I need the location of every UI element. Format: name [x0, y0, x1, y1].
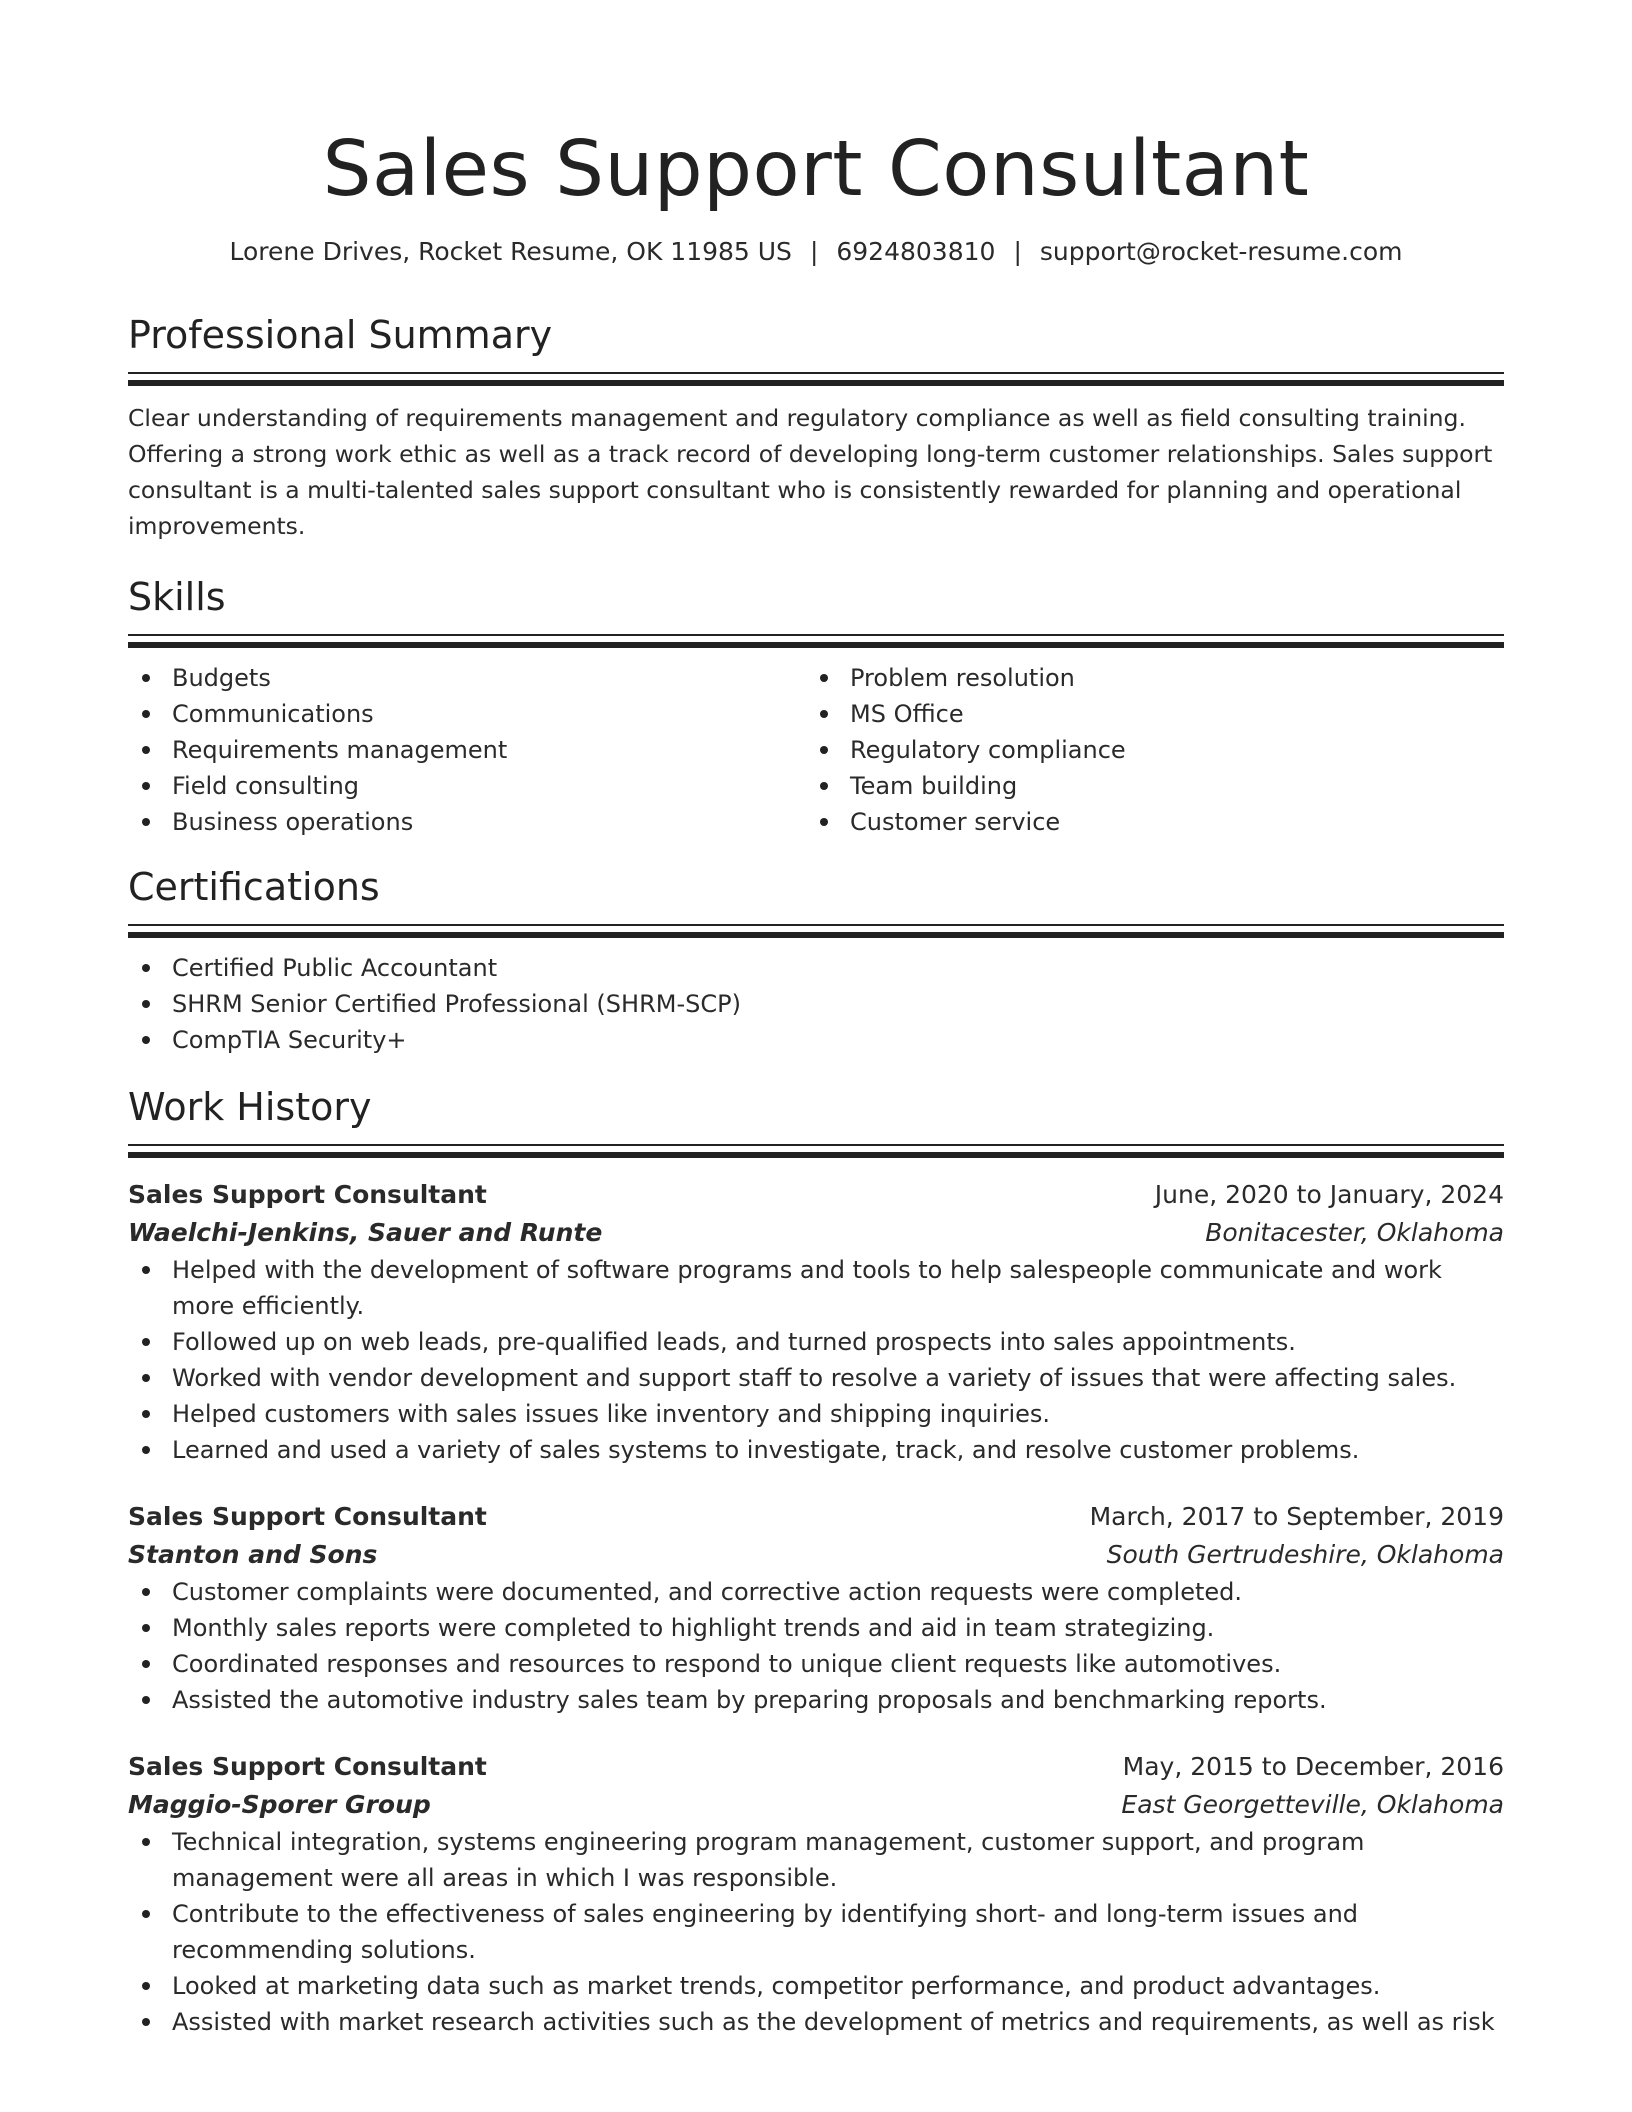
- contact-line: [128, 234, 1504, 270]
- job-header: [128, 1748, 1504, 1786]
- job-subheader: [128, 1786, 1504, 1824]
- section-heading-skills: Skills: [128, 575, 226, 619]
- skill-item: Problem resolution: [850, 660, 1484, 696]
- skills-column-right: [806, 660, 1484, 840]
- skills-section: [128, 572, 1504, 840]
- job-company: Maggio-Sporer Group: [128, 1790, 431, 1819]
- job-dates: May, 2015 to December, 2016: [1122, 1752, 1504, 1781]
- contact-separator: |: [809, 237, 819, 266]
- contact-email[interactable]: support@rocket-resume.com: [1039, 237, 1403, 266]
- job-bullet: Technical integration, systems engineering program management, customer support, and program management were all areas in which I was responsible.: [172, 1824, 1504, 1896]
- job-bullet: Learned and used a variety of sales systems to investigate, track, and resolve customer problems.: [172, 1432, 1504, 1468]
- job-bullet: Assisted the automotive industry sales team by preparing proposals and benchmarking reports.: [172, 1682, 1504, 1718]
- skills-column-left: [128, 660, 806, 840]
- certification-item: Certified Public Accountant: [172, 950, 1504, 986]
- job-bullet: Followed up on web leads, pre-qualified leads, and turned prospects into sales appointments.: [172, 1324, 1504, 1360]
- job-title: Sales Support Consultant: [128, 1180, 487, 1209]
- skill-item: Business operations: [172, 804, 806, 840]
- job-bullet: Customer complaints were documented, and corrective action requests were completed.: [172, 1574, 1504, 1610]
- job-company: Waelchi-Jenkins, Sauer and Runte: [128, 1218, 603, 1247]
- job-bullets: [128, 1824, 1504, 2040]
- work-history-section: [128, 1082, 1504, 2040]
- skills-grid: [128, 660, 1504, 840]
- job-bullet: Monthly sales reports were completed to highlight trends and aid in team strategizing.: [172, 1610, 1504, 1646]
- resume-page: [128, 0, 1504, 2040]
- job-bullet: Worked with vendor development and support staff to resolve a variety of issues that were affecting sales.: [172, 1360, 1504, 1396]
- skill-item: Budgets: [172, 660, 806, 696]
- skill-item: Communications: [172, 696, 806, 732]
- job-bullet: Helped customers with sales issues like inventory and shipping inquiries.: [172, 1396, 1504, 1432]
- job-title: Sales Support Consultant: [128, 1752, 487, 1781]
- section-heading-work-history: Work History: [128, 1085, 372, 1129]
- section-divider: [128, 634, 1504, 654]
- skill-item: Requirements management: [172, 732, 806, 768]
- job-bullet: Assisted with market research activities such as the development of metrics and requirements, as well as risk: [172, 2004, 1504, 2040]
- job-header: [128, 1176, 1504, 1214]
- skill-item: Regulatory compliance: [850, 732, 1484, 768]
- summary-section: [128, 310, 1504, 544]
- job-bullets: [128, 1574, 1504, 1718]
- resume-title: Sales Support Consultant: [322, 125, 1310, 214]
- job-location: South Gertrudeshire, Oklahoma: [1106, 1540, 1504, 1569]
- skill-item: Field consulting: [172, 768, 806, 804]
- job-entry: [128, 1498, 1504, 1718]
- contact-address: Lorene Drives, Rocket Resume, OK 11985 US: [229, 237, 792, 266]
- job-location: East Georgetteville, Oklahoma: [1121, 1790, 1504, 1819]
- job-bullet: Helped with the development of software programs and tools to help salespeople communicate and work more efficiently.: [172, 1252, 1504, 1324]
- certifications-section: [128, 862, 1504, 1058]
- summary-text: Clear understanding of requirements management and regulatory compliance as well as field consulting training. Offering a strong work ethic as well as a track record of developing long-term customer relationships. Sales support consultant is a multi-talented sales support consultant who is consistently rewarded for planning and operational improvements.: [128, 404, 1493, 540]
- certification-item: SHRM Senior Certified Professional (SHRM-SCP): [172, 986, 1504, 1022]
- section-divider: [128, 1144, 1504, 1164]
- contact-phone: 6924803810: [836, 237, 996, 266]
- job-bullet: Looked at marketing data such as market trends, competitor performance, and product advantages.: [172, 1968, 1504, 2004]
- job-entry: [128, 1176, 1504, 1468]
- job-header: [128, 1498, 1504, 1536]
- job-dates: March, 2017 to September, 2019: [1089, 1502, 1504, 1531]
- section-divider: [128, 924, 1504, 944]
- certification-item: CompTIA Security+: [172, 1022, 1504, 1058]
- job-bullet: Contribute to the effectiveness of sales engineering by identifying short- and long-term issues and recommending solutions.: [172, 1896, 1504, 1968]
- job-bullet: Coordinated responses and resources to respond to unique client requests like automotives.: [172, 1646, 1504, 1682]
- section-heading-summary: Professional Summary: [128, 313, 553, 357]
- job-title: Sales Support Consultant: [128, 1502, 487, 1531]
- skill-item: MS Office: [850, 696, 1484, 732]
- job-company: Stanton and Sons: [128, 1540, 378, 1569]
- section-divider: [128, 372, 1504, 392]
- contact-separator: |: [1013, 237, 1022, 266]
- job-subheader: [128, 1214, 1504, 1252]
- job-subheader: [128, 1536, 1504, 1574]
- job-entry: [128, 1748, 1504, 2040]
- job-location: Bonitacester, Oklahoma: [1205, 1218, 1504, 1247]
- skill-item: Team building: [850, 768, 1484, 804]
- job-bullets: [128, 1252, 1504, 1468]
- job-dates: June, 2020 to January, 2024: [1154, 1180, 1504, 1209]
- skill-item: Customer service: [850, 804, 1484, 840]
- section-heading-certifications: Certifications: [128, 865, 380, 909]
